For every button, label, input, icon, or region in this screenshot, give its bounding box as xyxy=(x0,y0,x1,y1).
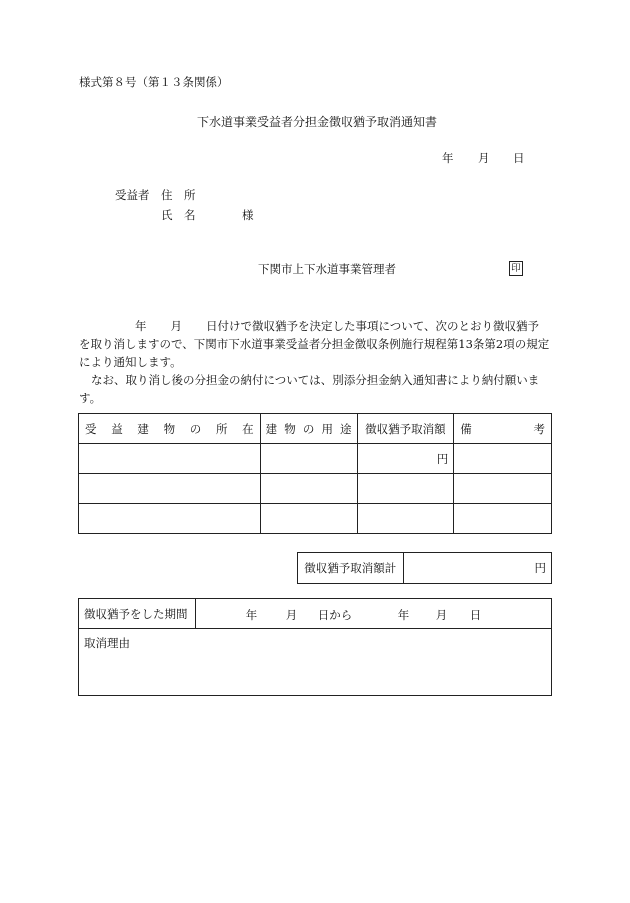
total-amount-cell[interactable] xyxy=(403,553,551,584)
reason-row xyxy=(79,629,552,696)
header-location: 受 益 建 物 の 所 在 xyxy=(79,414,261,444)
amount-cell[interactable] xyxy=(357,444,454,474)
table-row xyxy=(79,444,552,474)
total-table xyxy=(297,552,552,584)
location-cell[interactable] xyxy=(79,504,261,534)
remarks-cell[interactable] xyxy=(454,474,552,504)
remarks-cell[interactable] xyxy=(454,444,552,474)
remarks-cell[interactable] xyxy=(454,504,552,534)
use-cell[interactable] xyxy=(260,474,357,504)
location-cell[interactable] xyxy=(79,474,261,504)
date-year: 年 xyxy=(442,151,454,165)
date-month: 月 xyxy=(478,151,490,165)
table-row xyxy=(79,504,552,534)
body-line-1 xyxy=(79,317,554,335)
buildings-table xyxy=(78,413,552,534)
body-line-3: により通知します。 xyxy=(79,355,182,369)
total-label: 徴収猶予取消額計 xyxy=(298,553,404,584)
period-value[interactable]: 年 月 日から 年 月 日 xyxy=(195,599,551,629)
use-cell[interactable] xyxy=(260,444,357,474)
header-amount: 徴収猶予取消額 xyxy=(357,414,454,444)
table-header-row xyxy=(79,414,552,444)
honorific: 様 xyxy=(242,208,254,222)
header-use: 建 物 の 用 途 xyxy=(260,414,357,444)
body-line-5: す。 xyxy=(79,391,102,405)
recipient-label: 受益者 xyxy=(115,188,150,202)
reason-cell[interactable] xyxy=(79,629,552,696)
use-cell[interactable] xyxy=(260,504,357,534)
location-cell[interactable] xyxy=(79,444,261,474)
table-row xyxy=(79,474,552,504)
form-number: 様式第８号（第１３条関係） xyxy=(79,75,229,89)
period-reason-table xyxy=(78,598,552,696)
period-label: 徴収猶予をした期間 xyxy=(79,599,196,629)
body-line-4: なお、取り消し後の分担金の納付については、別添分担金納入通知書により納付願いま xyxy=(91,373,540,387)
body-year: 年 xyxy=(135,319,147,333)
body-line-1-rest: 日付けで徴収猶予を決定した事項について、次のとおり徴収猶予 xyxy=(206,319,540,333)
seal-mark: 印 xyxy=(509,261,523,276)
period-row xyxy=(79,599,552,629)
header-remarks: 備 考 xyxy=(454,414,552,444)
amount-cell[interactable] xyxy=(357,504,454,534)
body-line-2: を取り消しますので、下関市下水道事業受益者分担金徴収条例施行規程第13条第2項の規定 xyxy=(79,337,550,351)
date-day: 日 xyxy=(513,151,525,165)
body-month: 月 xyxy=(170,319,182,333)
yen-unit: 円 xyxy=(436,451,449,466)
address-label: 住 所 xyxy=(161,188,196,202)
sender-name: 下関市上下水道事業管理者 xyxy=(258,262,396,276)
document-title: 下水道事業受益者分担金徴収猶予取消通知書 xyxy=(197,115,438,129)
yen-unit: 円 xyxy=(534,561,546,575)
amount-cell[interactable] xyxy=(357,474,454,504)
name-label: 氏 名 xyxy=(161,208,196,222)
reason-label: 取消理由 xyxy=(84,636,130,650)
